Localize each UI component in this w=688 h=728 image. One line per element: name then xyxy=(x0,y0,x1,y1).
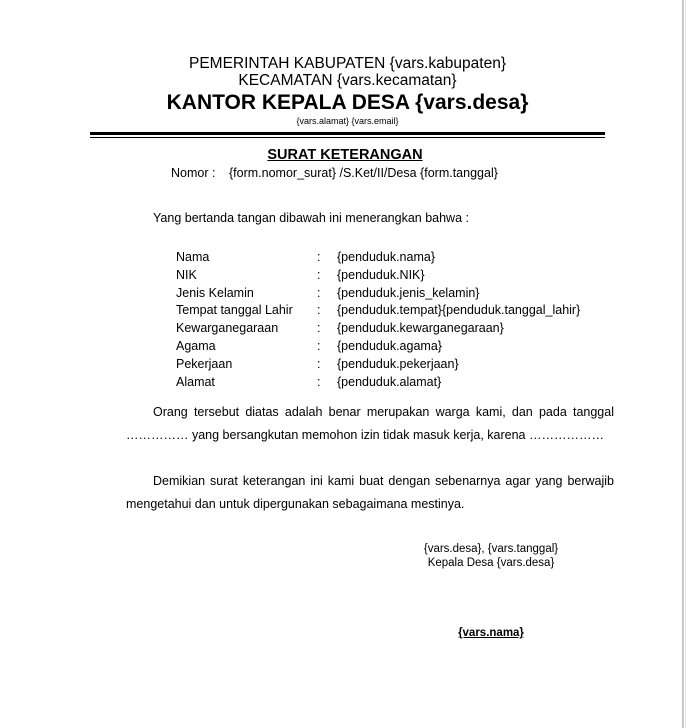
field-row-nama xyxy=(176,249,580,267)
field-separator: : xyxy=(317,338,321,353)
field-separator: : xyxy=(317,285,321,300)
signature-position: Kepala Desa {vars.desa} xyxy=(427,557,555,569)
resident-fields xyxy=(176,249,580,391)
field-label: Jenis Kelamin xyxy=(176,285,254,300)
field-value: {penduduk.agama} xyxy=(337,338,442,353)
field-row-kewarganegaraan xyxy=(176,320,580,338)
field-label: Agama xyxy=(176,338,216,353)
body-paragraph-2-text: Demikian surat keterangan ini kami buat dengan sebenarnya agar yang berwajib mengetahui dan untuk dipergunakan sebagaimana mestinya. xyxy=(126,474,614,511)
page-edge-shadow xyxy=(685,0,686,728)
signature-name: {vars.nama} xyxy=(458,627,524,639)
document-number xyxy=(171,166,498,180)
field-value: {penduduk.kewarganegaraan} xyxy=(337,321,504,336)
field-value: {penduduk.tempat}{penduduk.tanggal_lahir} xyxy=(337,303,581,318)
field-value: {penduduk.alamat} xyxy=(337,374,442,389)
field-row-pekerjaan xyxy=(176,356,580,374)
letterhead-kantor: KANTOR KEPALA DESA {vars.desa} xyxy=(166,91,529,114)
intro-text: Yang bertanda tangan dibawah ini menerangkan bahwa : xyxy=(153,211,469,225)
field-separator: : xyxy=(317,321,321,336)
body-paragraph-1 xyxy=(126,401,614,447)
field-row-alamat xyxy=(176,374,580,392)
field-separator: : xyxy=(317,303,321,318)
field-separator: : xyxy=(317,374,321,389)
field-label: Kewarganegaraan xyxy=(176,321,279,336)
letterhead-contact: {vars.alamat} {vars.email} xyxy=(296,116,399,126)
field-row-agama xyxy=(176,338,580,356)
field-label: Pekerjaan xyxy=(176,356,233,371)
field-row-jenis-kelamin xyxy=(176,285,580,303)
letterhead-kabupaten: PEMERINTAH KABUPATEN {vars.kabupaten} xyxy=(188,55,506,72)
field-label: Alamat xyxy=(176,374,215,389)
letterhead-kecamatan: KECAMATAN {vars.kecamatan} xyxy=(238,72,457,89)
field-label: Nama xyxy=(176,250,210,264)
document-number-label: Nomor : xyxy=(171,166,216,180)
document-title: SURAT KETERANGAN xyxy=(267,147,423,163)
field-label: Tempat tanggal Lahir xyxy=(176,303,293,318)
field-value: {penduduk.nama} xyxy=(337,250,436,264)
document-number-value: {form.nomor_surat} /S.Ket/II/Desa {form.tanggal} xyxy=(229,166,498,180)
letterhead xyxy=(90,55,605,127)
letterhead-rule-thick xyxy=(90,132,605,135)
body-paragraph-2 xyxy=(126,470,614,516)
field-row-nik xyxy=(176,267,580,285)
body-paragraph-1-text: Orang tersebut diatas adalah benar merupakan warga kami, dan pada tanggal …………… yang bersangkutan memohon izin tidak masuk kerja, karena ……………… xyxy=(126,405,614,442)
field-value: {penduduk.NIK} xyxy=(337,267,425,282)
field-separator: : xyxy=(317,250,321,264)
field-row-tempat-tanggal-lahir xyxy=(176,302,580,320)
page-edge xyxy=(682,0,684,728)
signature-place-date: {vars.desa}, {vars.tanggal} xyxy=(423,543,559,555)
field-value: {penduduk.jenis_kelamin} xyxy=(337,285,480,300)
field-separator: : xyxy=(317,267,321,282)
letterhead-rule-thin xyxy=(90,137,605,138)
field-label: NIK xyxy=(176,267,197,282)
field-value: {penduduk.pekerjaan} xyxy=(337,356,459,371)
field-separator: : xyxy=(317,356,321,371)
